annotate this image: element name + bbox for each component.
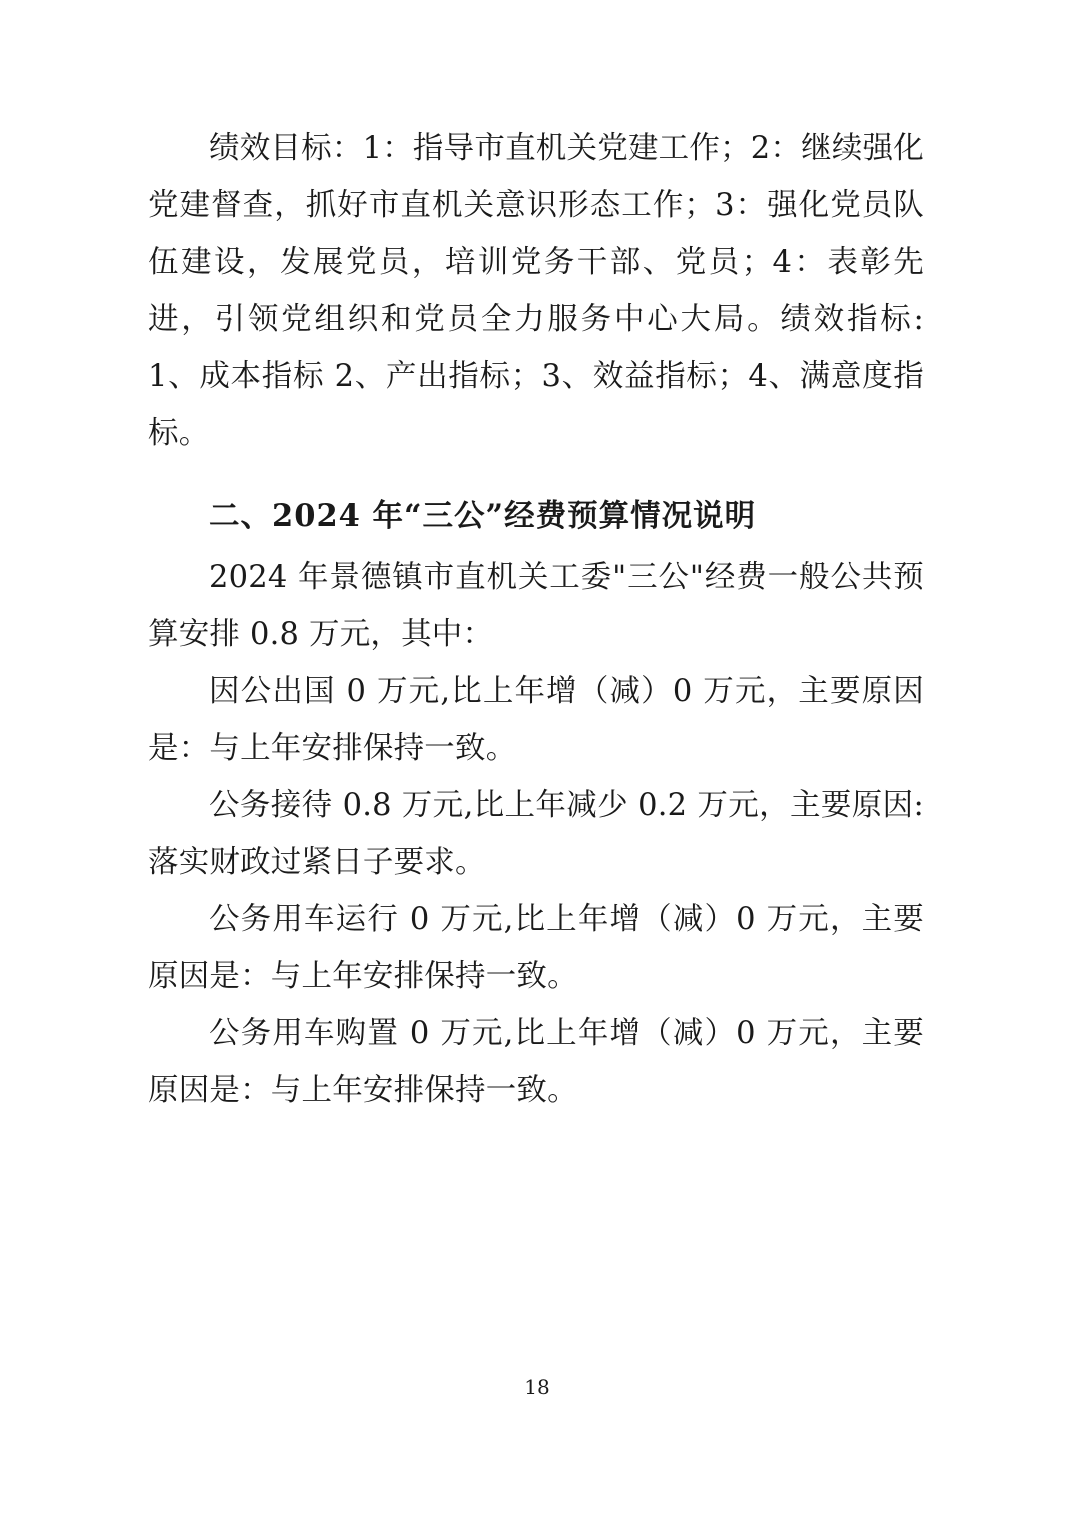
page-number: 18 [524, 1375, 550, 1399]
section-heading-sangong: 二、2024 年“三公”经费预算情况说明 [209, 498, 757, 534]
paragraph-official-reception: 公务接待 0.8 万元,比上年减少 0.2 万元，主要原因: 落实财政过紧日子要求。 [148, 788, 924, 880]
paragraph-overseas-travel: 因公出国 0 万元,比上年增（减）0 万元，主要原因是：与上年安排保持一致。 [148, 674, 924, 766]
paragraph-vehicle-operation: 公务用车运行 0 万元,比上年增（减）0 万元，主要原因是：与上年安排保持一致。 [148, 902, 924, 994]
paragraph-vehicle-purchase: 公务用车购置 0 万元,比上年增（减）0 万元，主要原因是：与上年安排保持一致。 [148, 1016, 924, 1108]
document-body [148, 120, 924, 1119]
paragraph-sangong-overview: 2024 年景德镇市直机关工委"三公"经费一般公共预算安排 0.8 万元，其中： [148, 560, 924, 652]
paragraph-performance-goals: 绩效目标：1：指导市直机关党建工作；2：继续强化党建督查，抓好市直机关意识形态工作；3：强化党员队伍建设，发展党员，培训党务干部、党员；4：表彰先进，引领党组织和党员全力服务中心大局。绩效指标: 1、成本指标 2、产出指标；3、效益指标；4、满意度指标。 [148, 131, 924, 451]
